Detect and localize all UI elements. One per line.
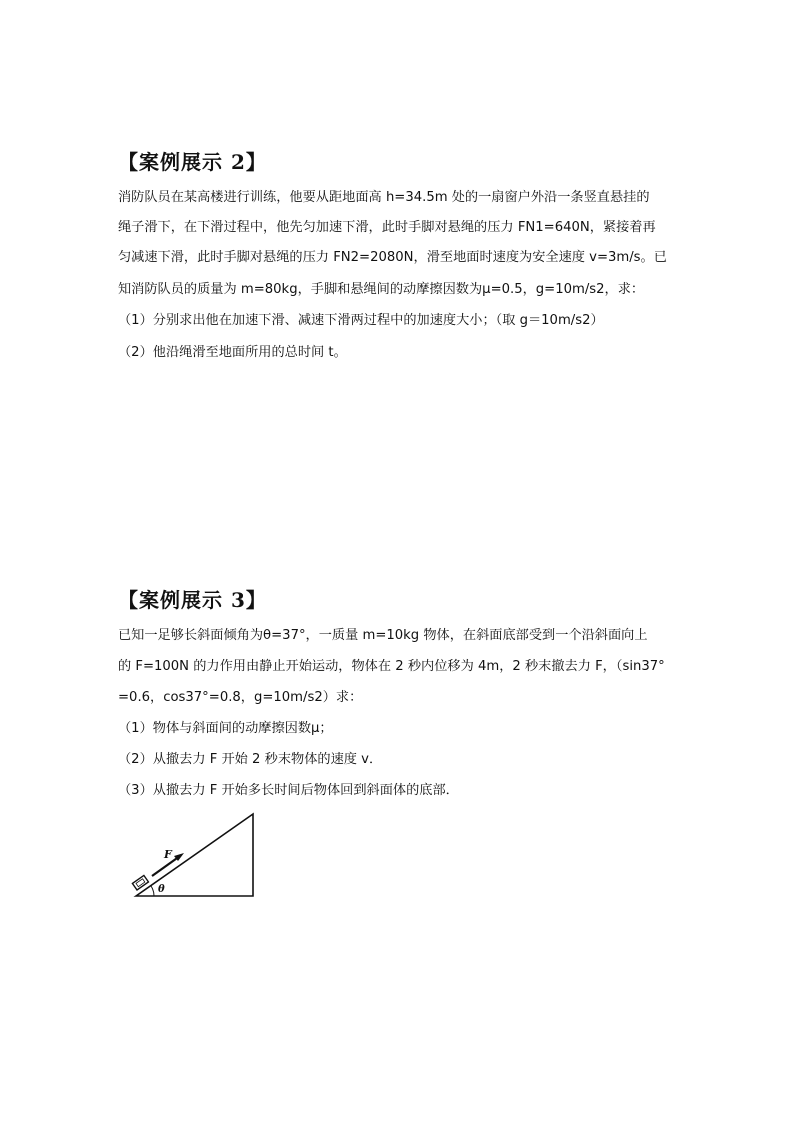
block (132, 875, 148, 890)
angle-label: θ (158, 884, 165, 895)
incline-triangle (136, 814, 253, 896)
case3-line-3: =0.6，cos37°=0.8，g=10m/s2）求： (118, 690, 363, 705)
case2-line-4: 知消防队员的质量为 m=80kg，手脚和悬绳间的动摩擦因数为μ=0.5，g=10m/s2，求： (118, 282, 645, 297)
case3-line-1: 已知一足够长斜面倾角为θ=37°，一质量 m=10kg 物体，在斜面底部受到一个沿斜面向上 (118, 628, 648, 643)
incline-figure (118, 806, 263, 902)
case3-line-4: （1）物体与斜面间的动摩擦因数μ； (118, 721, 333, 736)
case2-title: 【案例展示 2】 (118, 150, 267, 174)
case3-title: 【案例展示 3】 (118, 588, 267, 612)
angle-arc (151, 886, 154, 896)
case2-line-5: （1）分别求出他在加速下滑、减速下滑两过程中的加速度大小；（取 g＝10m/s2） (118, 313, 604, 328)
case2-line-6: （2）他沿绳滑至地面所用的总时间 t。 (118, 345, 347, 360)
case2-line-3: 匀减速下滑，此时手脚对悬绳的压力 FN2=2080N，滑至地面时速度为安全速度 v=3m/s。已 (118, 250, 667, 265)
force-label: F (164, 848, 172, 861)
case2-line-2: 绳子滑下，在下滑过程中，他先匀加速下滑，此时手脚对悬绳的压力 FN1=640N，紧接着再 (118, 220, 656, 235)
case3-line-2: 的 F=100N 的力作用由静止开始运动，物体在 2 秒内位移为 4m，2 秒末撤去力 F，（sin37° (118, 659, 665, 674)
case2-line-1: 消防队员在某高楼进行训练，他要从距地面高 h=34.5m 处的一扇窗户外沿一条竖直悬挂的 (118, 190, 650, 205)
case3-line-6: （3）从撤去力 F 开始多长时间后物体回到斜面体的底部． (118, 783, 459, 798)
case3-line-5: （2）从撤去力 F 开始 2 秒末物体的速度 v． (118, 752, 383, 767)
